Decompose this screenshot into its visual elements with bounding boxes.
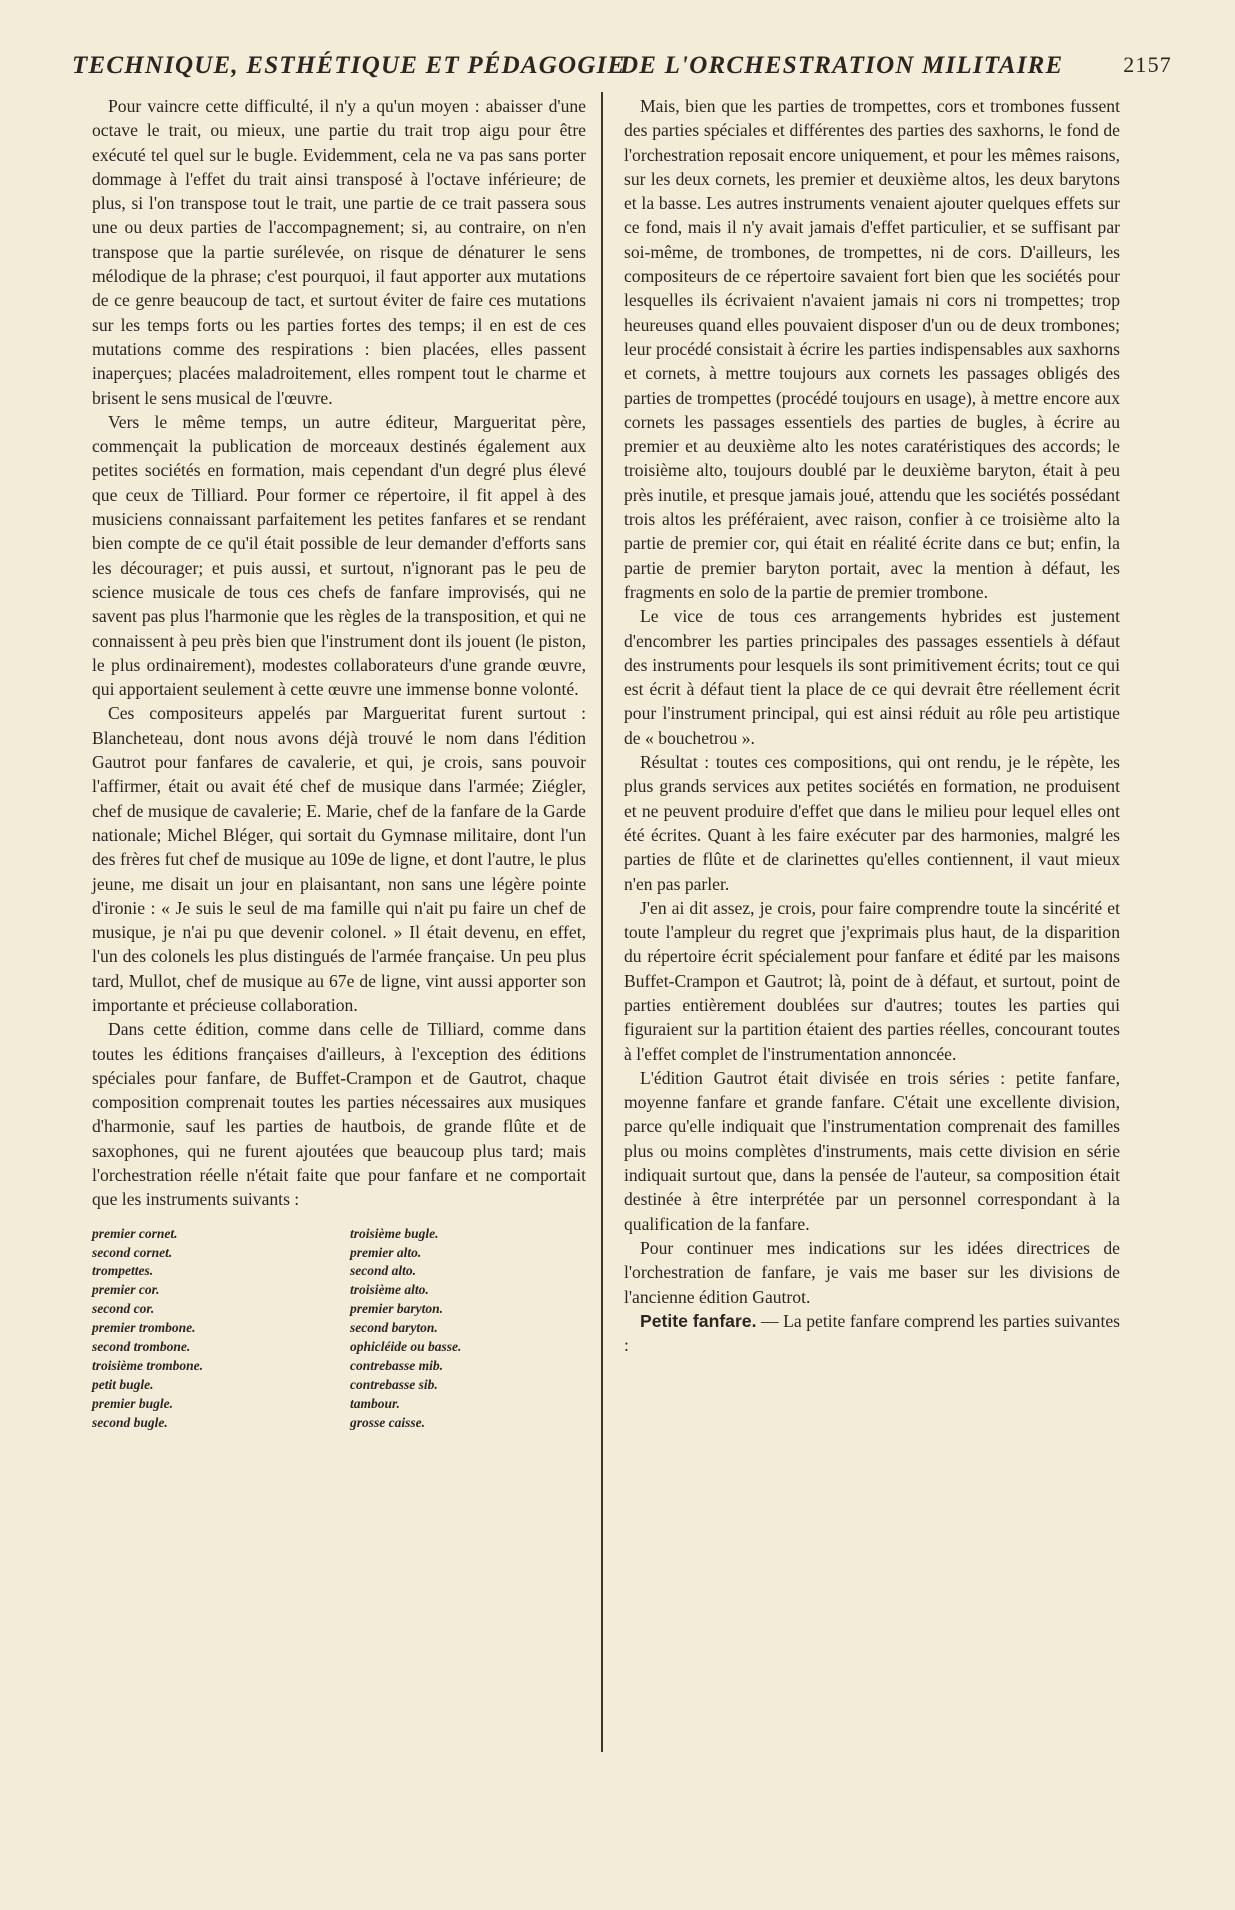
instrument-item: second cornet.	[92, 1244, 173, 1260]
page-number: 2157	[1123, 52, 1172, 77]
instrument-item: ophicléide ou basse.	[350, 1339, 462, 1355]
paragraph: Pour vaincre cette difficulté, il n'y a qu'un moyen : abaisser d'une octave le trait, ou mieux, une partie du trait trop aigu pour être exécuté tel quel sur le bugle. Evidemment, cela ne va pas sans porter dommage à l'effet du trait ainsi transposé à l'octave inférieure; de plus, si l'on transpose tout le trait, une partie de ce trait passera sous une ou deux parties de l'accompagnement; si, au contraire, on n'en transpose que la partie surélevée, on risque de dénaturer le sens mélodique de la phrase; c'est pourquoi, il faut apporter aux mutations de ce genre beaucoup de tact, et surtout éviter de faire ces mutations sur les temps forts ou les parties fortes des temps; il en est de ces mutations comme des respirations : bien placées, elles passent inaperçues; placées maladroitement, elles rompent tout le charme et brisent le sens musical de l'œuvre.	[92, 96, 586, 408]
instrument-list-right	[350, 1225, 580, 1433]
instrument-item: premier cornet.	[92, 1225, 178, 1241]
paragraph: J'en ai dit assez, je crois, pour faire comprendre toute la sincérité et toute l'ampleur du regret que j'exprimais plus haut, de la disparition du répertoire écrit spécialement pour fanfare et édité par les maisons Buffet-Crampon et Gautrot; là, point de à défaut, et surtout, point de parties entièrement doublées sur d'autres; toutes les parties qui figuraient sur la partition étaient des parties réelles, concourant toutes à l'effet complet de l'instrumentation annoncée.	[624, 897, 1120, 1064]
section-title: Petite fanfare.	[640, 1310, 757, 1331]
instrument-item: contrebasse sib.	[350, 1376, 438, 1392]
running-header	[72, 52, 1172, 88]
instrument-item: contrebasse mib.	[350, 1358, 443, 1373]
header-left-title: TECHNIQUE, ESTHÉTIQUE ET PÉDAGOGIE	[72, 52, 626, 79]
instrument-item: troisième alto.	[350, 1282, 429, 1298]
paragraph: Vers le même temps, un autre éditeur, Margueritat père, commençait la publication de morceaux destinés également aux petites sociétés en formation, mais cependant d'un degré plus élevé que ceux de Tilliard. Pour former ce répertoire, il fit appel à des musiciens connaissant parfaitement les petites fanfares et se rendant bien compte de ce qu'il était possible de leur demander d'efforts sans les décourager; et puis aussi, et surtout, n'ignorant pas le peu de science musicale de tous ces chefs de fanfare improvisés, qui ne savent pas plus l'harmonie que les règles de la transposition, et qui ne connaissent à peu près bien que l'instrument dont ils jouent (le piston, le plus ordinairement), modestes collaborateurs d'une grande œuvre, qui apportaient seulement à cette œuvre une immense bonne volonté.	[92, 411, 586, 700]
instrument-item: trompettes.	[92, 1263, 154, 1279]
instrument-item: troisième trombone.	[92, 1358, 203, 1373]
section-text: — La petite fanfare comprend les parties suivantes :	[624, 1310, 1120, 1356]
paragraph: Pour continuer mes indications sur les idées directrices de l'orchestration de fanfare, je vais me baser sur les divisions de l'ancienne édition Gautrot.	[624, 1237, 1120, 1307]
paragraph: Résultat : toutes ces compositions, qui ont rendu, je le répète, les plus grands services aux petites sociétés en formation, ne produisent et ne peuvent produire d'effet que dans le milieu pour lequel elles ont été écrites. Quant à les faire exécuter par des harmonies, malgré les parties de flûte et de clarinettes qu'elles contiennent, il vaut mieux n'en pas parler.	[624, 752, 1120, 894]
paragraph: Ces compositeurs appelés par Margueritat furent surtout : Blancheteau, dont nous avons déjà trouvé le nom dans l'édition Gautrot pour fanfares de cavalerie, et qui, je crois, sans pouvoir l'affirmer, était ou avait été chef de musique dans l'armée; Ziégler, chef de musique de cavalerie; E. Marie, chef de la fanfare de la Garde nationale; Michel Bléger, qui sortait du Gymnase militaire, dont l'un des frères fut chef de musique au 109e de ligne, et dont l'autre, le plus jeune, me disait un jour en plaisantant, non sans une légère pointe d'ironie : « Je suis le seul de ma famille qui n'ait pu faire un chef de musique, je n'ai pu que devenir colonel. » Il était devenu, en effet, l'un des colonels les plus distingués de l'armée française. Un peu plus tard, Mullot, chef de musique au 67e de ligne, vint aussi apporter son importante et précieuse collaboration.	[92, 703, 586, 1015]
instrument-item: premier cor.	[92, 1282, 160, 1298]
column-divider	[601, 92, 603, 1752]
paragraph: Dans cette édition, comme dans celle de Tilliard, comme dans toutes les éditions françaises d'ailleurs, à l'exception des éditions spéciales pour fanfare, de Buffet-Crampon et de Gautrot, chaque composition comprenait toutes les parties nécessaires aux musiques d'harmonie, sauf les parties de hautbois, de grande flûte et de saxophones, qui ne furent ajoutées que beaucoup plus tard; mais l'orchestration réelle n'était faite que pour fanfare et ne comportait que les instruments suivants :	[92, 1019, 586, 1210]
instrument-item: premier bugle.	[92, 1395, 173, 1411]
instrument-item: second alto.	[350, 1263, 416, 1279]
paragraph: Le vice de tous ces arrangements hybrides est justement d'encombrer les parties principales des passages essentiels à défaut des instruments pour lesquels ils sont primitivement écrits; tout ce qui est écrit à défaut tient la place de ce qui devrait être réellement écrit pour l'instrument principal, qui est ainsi réduit au rôle peu artistique de « bouchetrou ».	[624, 606, 1120, 748]
right-column	[624, 94, 1120, 1357]
paragraph: Mais, bien que les parties de trompettes, cors et trombones fussent des parties spéciales et différentes des parties des saxhorns, le fond de l'orchestration reposait encore uniquement, et pour les mêmes raisons, sur les deux cornets, les premier et deuxième altos, les deux barytons et la basse. Les autres instruments venaient ajouter quelques effets sur ce fond, mais il n'y avait jamais d'effet particulier, et se suffisant par soi-même, de trombones, de trompettes, ni de cors. D'ailleurs, les compositeurs de ce répertoire savaient fort bien que les sociétés pour lesquelles ils écrivaient n'avaient jamais ni cors ni trompettes; trop heureuses quand elles pouvaient disposer d'un ou de deux trombones; leur procédé consistait à écrire les parties indispensables aux saxhorns et cornets, à mettre toujours aux cornets les passages obligés des parties de trompettes (procédé toujours en usage), à mettre encore aux cornets les passages essentiels des parties de bugles, à écrire au premier et au deuxième alto les notes caratéristiques des accords; le troisième alto, toujours doublé par le deuxième baryton, était à peu près inutile, et presque jamais joué, attendu que les sociétés possédant trois altos les préféraient, avec raison, confier à ce troisième alto la partie de premier cor, qui était en réalité écrite dans ce but; enfin, la partie de premier baryton portait, avec la mention à défaut, les fragments en solo de la partie de premier trombone.	[624, 96, 1120, 602]
header-right-title: DE L'ORCHESTRATION MILITAIRE	[620, 52, 1064, 79]
instrument-item: second baryton.	[350, 1320, 438, 1336]
instrument-item: petit bugle.	[92, 1376, 154, 1392]
instrument-item: second cor.	[92, 1301, 155, 1317]
instrument-item: second bugle.	[92, 1414, 168, 1430]
instrument-list-left	[92, 1225, 350, 1433]
instrument-item: grosse caisse.	[350, 1414, 425, 1430]
section-heading	[624, 1309, 1120, 1358]
instrument-item: tambour.	[350, 1395, 400, 1411]
instrument-item: second trombone.	[92, 1339, 191, 1355]
instrument-item: premier alto.	[350, 1244, 422, 1260]
instrument-item: premier baryton.	[350, 1301, 443, 1317]
left-column	[92, 94, 586, 1433]
paragraph: L'édition Gautrot était divisée en trois séries : petite fanfare, moyenne fanfare et grande fanfare. C'était une excellente division, parce qu'elle indiquait que l'instrumentation comprenait des familles plus ou moins complètes d'instruments, mais cette division en série indiquait surtout que, dans la pensée de l'auteur, sa composition était destinée à être interprétée par un personnel correspondant à la qualification de la fanfare.	[624, 1067, 1120, 1234]
instrument-item: troisième bugle.	[350, 1225, 439, 1241]
instrument-list	[92, 1225, 586, 1433]
instrument-item: premier trombone.	[92, 1320, 196, 1336]
